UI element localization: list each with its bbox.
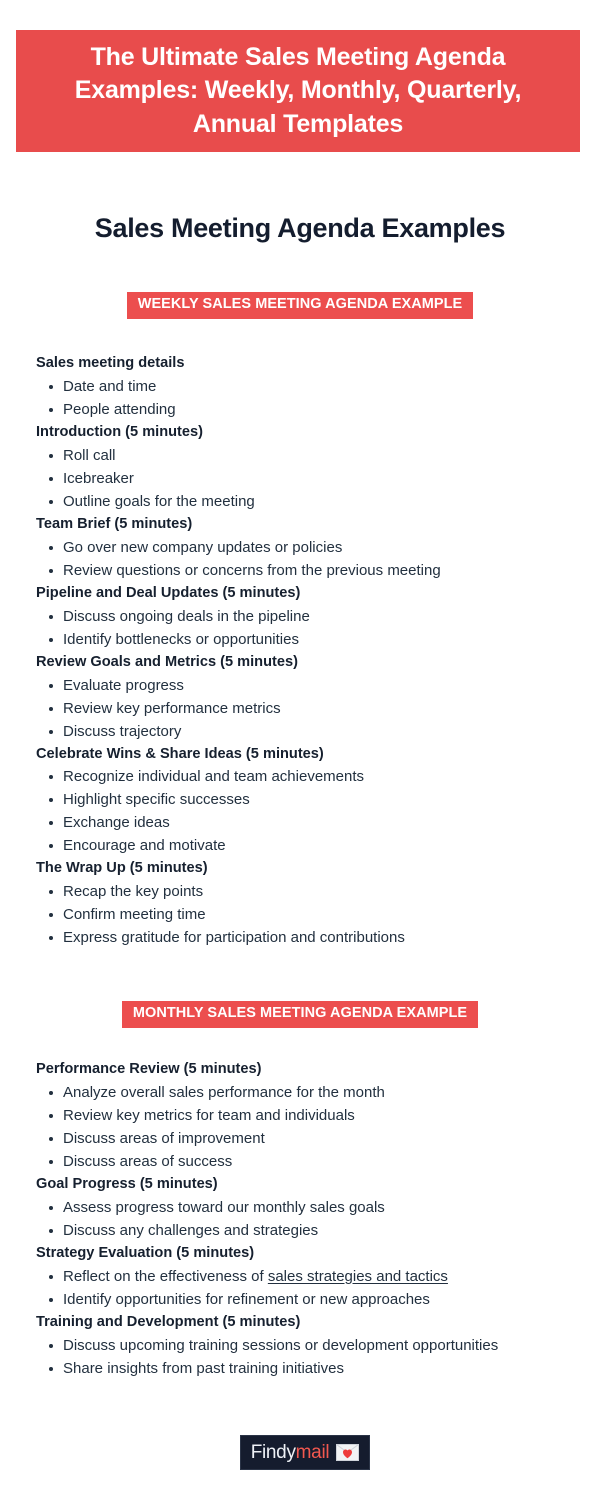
header-banner-title: The Ultimate Sales Meeting Agenda Examples: Weekly, Monthly, Quarterly, Annual Templates — [74, 42, 522, 138]
agenda-list-item: Identify bottlenecks or opportunities — [36, 628, 584, 651]
agenda-group — [36, 1173, 584, 1242]
agenda-group-heading: Introduction (5 minutes) — [36, 423, 204, 440]
agenda-group — [36, 582, 584, 651]
envelope-heart-icon — [336, 1444, 359, 1461]
agenda-list-item: Analyze overall sales performance for the month — [36, 1081, 584, 1104]
logo-text-findy: Findy — [250, 1442, 296, 1463]
agenda-item-list — [36, 375, 584, 421]
agenda-item-list — [36, 1196, 584, 1242]
agenda-list-item: Assess progress toward our monthly sales goals — [36, 1196, 584, 1219]
agenda-group-heading: Strategy Evaluation (5 minutes) — [36, 1244, 255, 1261]
agenda-group — [36, 651, 584, 743]
agenda-group — [36, 352, 584, 421]
agenda-item-list — [36, 674, 584, 743]
monthly-agenda-content — [36, 1058, 584, 1380]
agenda-item-list — [36, 536, 584, 582]
weekly-badge-row — [0, 292, 600, 319]
agenda-list-item: Discuss trajectory — [36, 720, 584, 743]
agenda-item-list — [36, 880, 584, 949]
logo-text-mail: mail — [295, 1442, 330, 1463]
page-title: Sales Meeting Agenda Examples — [94, 213, 506, 243]
agenda-list-item: Discuss any challenges and strategies — [36, 1219, 584, 1242]
agenda-group-heading: The Wrap Up (5 minutes) — [36, 860, 208, 877]
agenda-group — [36, 743, 584, 858]
agenda-list-item: Discuss areas of success — [36, 1150, 584, 1173]
agenda-list-item: Icebreaker — [36, 467, 584, 490]
section-badge-weekly: WEEKLY SALES MEETING AGENDA EXAMPLE — [127, 292, 474, 319]
inline-link-sales-strategies[interactable]: sales strategies and tactics — [267, 1267, 448, 1285]
agenda-group — [36, 421, 584, 513]
weekly-agenda-content — [36, 352, 584, 949]
agenda-list-item: Evaluate progress — [36, 674, 584, 697]
agenda-list-item: Discuss upcoming training sessions or development opportunities — [36, 1334, 584, 1357]
agenda-list-item: Review key performance metrics — [36, 697, 584, 720]
agenda-list-item: Exchange ideas — [36, 811, 584, 834]
agenda-group — [36, 513, 584, 582]
agenda-group-heading: Sales meeting details — [36, 355, 185, 371]
monthly-badge-row — [0, 1001, 600, 1028]
header-banner — [16, 30, 580, 152]
agenda-group — [36, 1242, 584, 1311]
agenda-list-item: Discuss ongoing deals in the pipeline — [36, 605, 584, 628]
logo-wordmark — [251, 1443, 330, 1462]
agenda-list-item: Express gratitude for participation and contributions — [36, 926, 584, 949]
agenda-item-list — [36, 605, 584, 651]
agenda-list-item — [36, 1265, 584, 1288]
agenda-item-list — [36, 444, 584, 513]
agenda-list-item: Roll call — [36, 444, 584, 467]
agenda-list-item: Review questions or concerns from the previous meeting — [36, 559, 584, 582]
findymail-logo[interactable] — [240, 1435, 370, 1470]
agenda-list-item: Encourage and motivate — [36, 834, 584, 857]
agenda-group-heading: Celebrate Wins & Share Ideas (5 minutes) — [36, 745, 324, 762]
agenda-group-heading: Pipeline and Deal Updates (5 minutes) — [36, 584, 301, 601]
agenda-list-item: Share insights from past training initiatives — [36, 1357, 584, 1380]
agenda-list-item: Highlight specific successes — [36, 788, 584, 811]
agenda-item-list — [36, 1265, 584, 1311]
agenda-list-item: Go over new company updates or policies — [36, 536, 584, 559]
agenda-list-item: People attending — [36, 398, 584, 421]
section-badge-monthly: MONTHLY SALES MEETING AGENDA EXAMPLE — [122, 1001, 478, 1028]
agenda-list-item: Identify opportunities for refinement or new approaches — [36, 1288, 584, 1311]
agenda-list-item: Recognize individual and team achievements — [36, 765, 584, 788]
agenda-group-heading: Goal Progress (5 minutes) — [36, 1175, 218, 1192]
agenda-item-text: Reflect on the effectiveness of — [63, 1267, 268, 1285]
agenda-group — [36, 1311, 584, 1380]
agenda-group — [36, 857, 584, 949]
agenda-group-heading: Review Goals and Metrics (5 minutes) — [36, 653, 298, 670]
agenda-item-list — [36, 1334, 584, 1380]
agenda-group — [36, 1058, 584, 1173]
agenda-list-item: Discuss areas of improvement — [36, 1127, 584, 1150]
agenda-group-heading: Performance Review (5 minutes) — [36, 1061, 262, 1077]
agenda-item-list — [36, 1081, 584, 1173]
agenda-list-item: Outline goals for the meeting — [36, 490, 584, 513]
agenda-item-list — [36, 765, 584, 857]
agenda-group-heading: Team Brief (5 minutes) — [36, 515, 193, 532]
agenda-list-item: Recap the key points — [36, 880, 584, 903]
agenda-group-heading: Training and Development (5 minutes) — [36, 1313, 301, 1330]
agenda-list-item: Review key metrics for team and individuals — [36, 1104, 584, 1127]
agenda-list-item: Confirm meeting time — [36, 903, 584, 926]
agenda-list-item: Date and time — [36, 375, 584, 398]
